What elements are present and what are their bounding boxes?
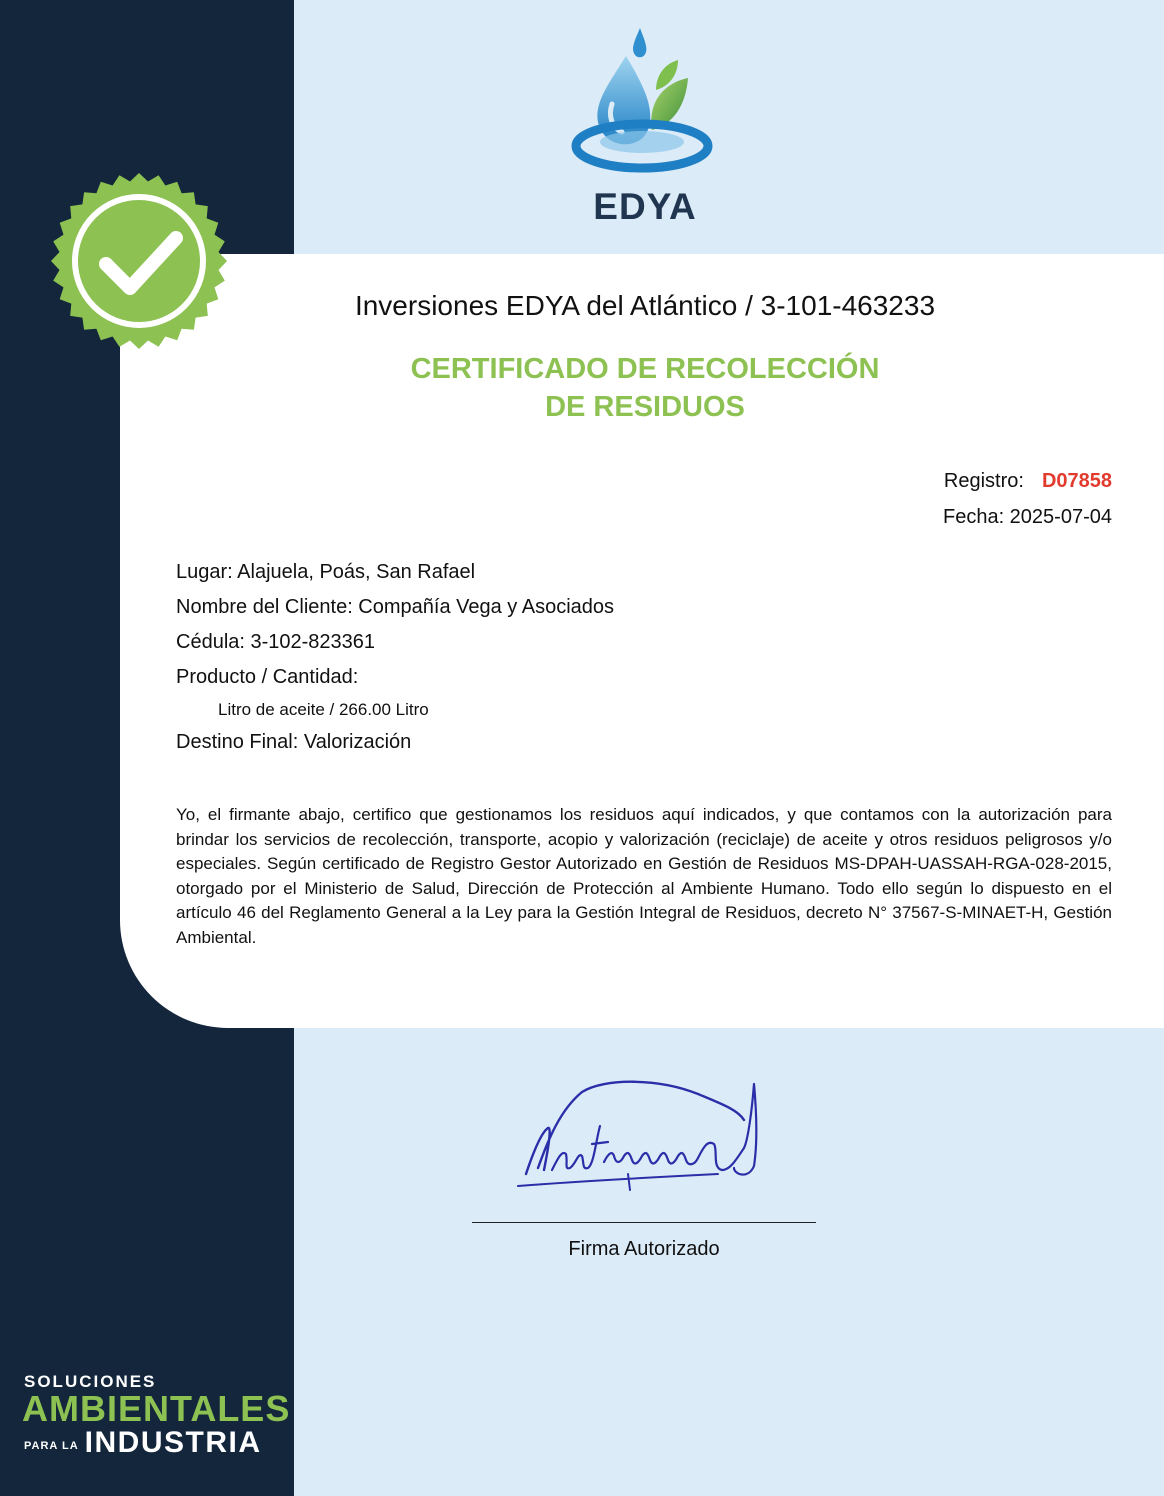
signature-image: [508, 1070, 776, 1204]
signature-label: Firma Autorizado: [568, 1238, 720, 1260]
destino-field: Destino Final: Valorización: [176, 731, 412, 753]
tagline-line-2: AMBIENTALES: [22, 1388, 291, 1429]
registro-row: [944, 470, 1112, 493]
certification-statement: Yo, el firmante abajo, certifico que gestionamos los residuos aquí indicados, y que contamos con la autorización para brindar los servicios de recolección, transporte, acopio y valorización (reciclaje) de aceite y otros residuos peligrosos y/o especiales. Según certificado de Registro Gestor Autorizado en Gestión de Residuos MS-DPAH-UASSAH-RGA-028-2015, otorgado por el Ministerio de Salud, Dirección de Protección al Ambiente Humano. Todo ello según lo dispuesto en el artículo 46 del Reglamento General a la Ley para la Gestión Integral de Residuos, decreto N° 37567-S-MINAET-H, Gestión Ambiental.: [176, 805, 1112, 947]
title-line-2: DE RESIDUOS: [545, 391, 745, 423]
tagline-small: PARA LA: [24, 1440, 79, 1452]
registro-label: Registro:: [943, 470, 1024, 492]
producto-value: Litro de aceite / 266.00 Litro: [218, 700, 429, 719]
check-seal-icon: [50, 172, 228, 350]
lugar-field: Lugar: Alajuela, Poás, San Rafael: [176, 561, 476, 583]
certificate-title: [295, 350, 995, 426]
edya-logo: [560, 20, 730, 235]
cliente-field: Nombre del Cliente: Compañía Vega y Asociados: [176, 596, 615, 618]
signature-line: [472, 1222, 816, 1223]
water-drop-icon: [560, 20, 730, 185]
title-line-1: CERTIFICADO DE RECOLECCIÓN: [410, 353, 880, 385]
brand-tagline: [22, 1372, 291, 1459]
fecha-date: Fecha: 2025-07-04: [942, 506, 1112, 528]
producto-label: Producto / Cantidad:: [176, 666, 359, 688]
company-name: Inversiones EDYA del Atlántico / 3-101-463233: [354, 290, 936, 321]
registro-number: D07858: [1041, 470, 1112, 492]
tagline-line-3: INDUSTRIA: [84, 1426, 262, 1459]
logo-text: EDYA: [593, 186, 697, 227]
tagline-line-1: SOLUCIONES: [24, 1372, 157, 1391]
tagline-row-3: [22, 1428, 282, 1458]
cedula-field: Cédula: 3-102-823361: [176, 631, 376, 653]
